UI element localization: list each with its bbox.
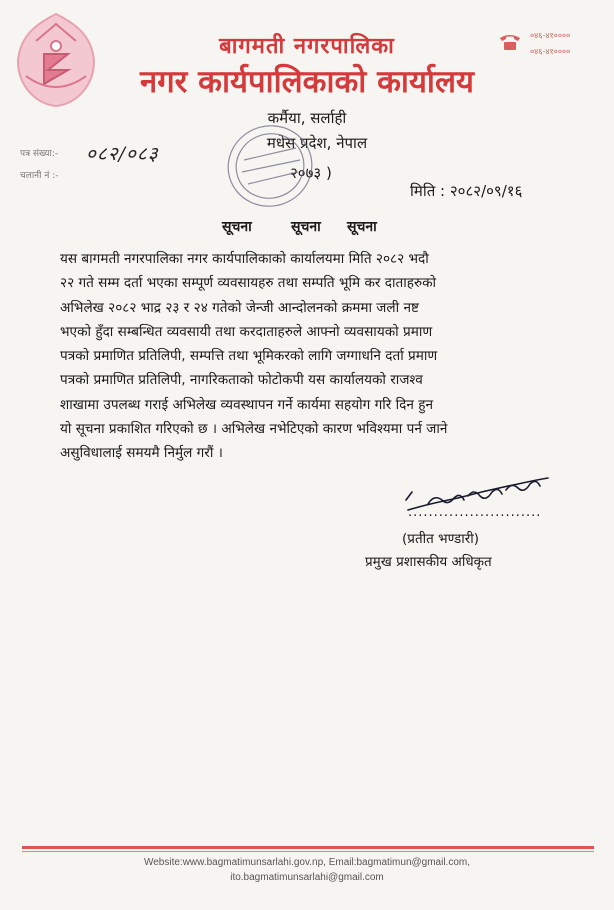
signer-name: (प्रतीत भण्डारी): [402, 531, 480, 547]
body-line: पत्रको प्रमाणित प्रतिलिपी, नागरिकताको फोटोकपी यस कार्यालयको राजश्व: [60, 372, 423, 389]
body-line: यो सूचना प्रकाशित गरिएको छ । अभिलेख नभेटिएको कारण भविश्यमा पर्न जाने: [60, 421, 448, 438]
office-name: नगर कार्यपालिकाको कार्यालय: [140, 64, 474, 100]
established-year: २०७३ ): [290, 164, 332, 182]
body-line: २२ गते सम्म दर्ता भएका सम्पूर्ण व्यवसायहरु तथा सम्पति भूमि कर दाताहरुको: [60, 275, 437, 292]
body-line: भएको हुँदा सम्बन्धित व्यवसायी तथा करदाताहरुले आफ्नो व्यवसायको प्रमाण: [60, 323, 433, 340]
telephone-icon: [498, 32, 522, 52]
notice-heading: सूचना: [222, 219, 252, 235]
office-stamp: [222, 120, 322, 215]
organization-name: बागमती नगरपालिका: [219, 34, 395, 59]
body-line: पत्रको प्रमाणित प्रतिलिपी, सम्पत्ति तथा भूमिकरको लागि जग्गाधनि दर्ता प्रमाण: [60, 348, 438, 365]
footer-email: ito.bagmatimunsarlahi@gmail.com: [230, 872, 384, 883]
patra-sankhya-value: ०८२/०८३: [86, 143, 159, 165]
footer-divider: [22, 846, 594, 849]
signer-title: प्रमुख प्रशासकीय अधिकृत: [365, 554, 492, 570]
footer-divider-thin: [22, 851, 594, 852]
province-location: मधेस प्रदेश, नेपाल: [266, 134, 368, 152]
body-line: अभिलेख २०८२ भाद्र २३ र २४ गतेको जेन्जी आन्दोलनको क्रममा जली नष्ट: [60, 299, 419, 316]
notice-heading: सूचना: [347, 219, 377, 235]
body-line: असुविधालाई समयमै निर्मुल गरौं ।: [60, 445, 223, 462]
patra-sankhya-label: पत्र संख्या:-: [20, 149, 59, 159]
chalani-label: चलानी नं :-: [20, 171, 59, 181]
footer-contact: Website:www.bagmatimunsarlahi.gov.np, Email:bagmatimun@gmail.com,: [143, 857, 471, 868]
signature-dots: ..........................: [408, 505, 542, 520]
notice-heading: सूचना: [291, 219, 321, 235]
phone-number: ०४६-४१००००: [530, 31, 571, 40]
notice-body: [60, 247, 546, 466]
office-location: कर्मैया, सर्लाही: [267, 109, 347, 127]
phone-number: ०४६-४१००००: [530, 47, 571, 56]
body-line: यस बागमती नगरपालिका नगर कार्यपालिकाको कार्यालयमा मिति २०८२ भदौ: [60, 251, 429, 267]
body-line: शाखामा उपलब्ध गराई अभिलेख व्यवस्थापन गर्ने कार्यमा सहयोग गरि दिन हुन: [60, 396, 434, 413]
phone-numbers: [530, 28, 570, 60]
notice-date: मिति : २०८२/०९/१६: [410, 182, 523, 200]
